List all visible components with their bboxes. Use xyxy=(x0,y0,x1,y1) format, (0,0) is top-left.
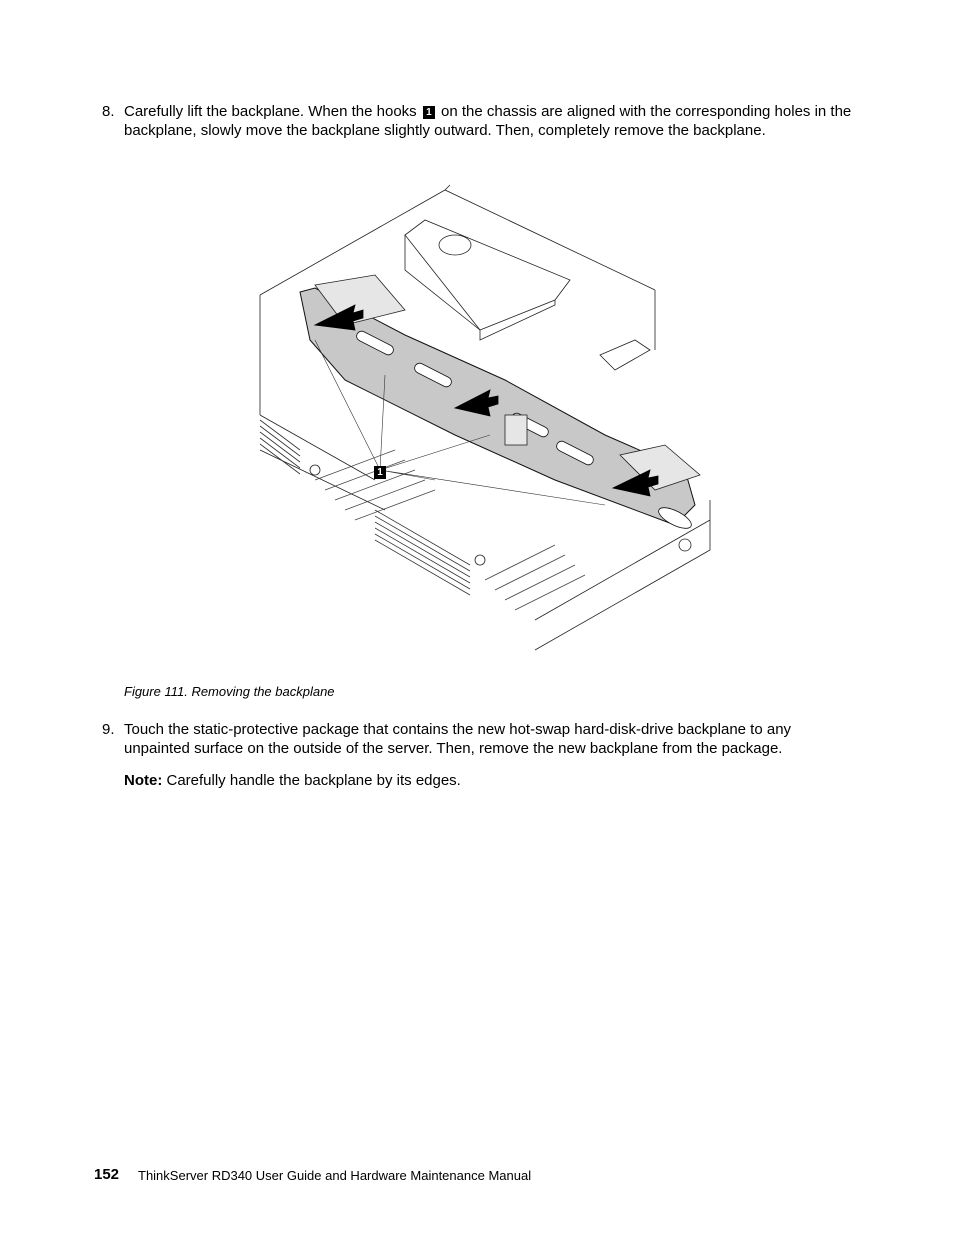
note-text: Carefully handle the backplane by its edges. xyxy=(166,772,461,789)
note-label: Note: xyxy=(124,772,163,789)
step-8-number: 8. xyxy=(102,103,115,120)
step-8-text-after: on the chassis are aligned with the corresponding holes in the backplane, slowly move the backplane slightly outward. Then, completely remove the backplane. xyxy=(124,103,852,139)
step-8-text-before: Carefully lift the backplane. When the hooks xyxy=(124,103,417,120)
figure-callout-1: 1 xyxy=(374,466,386,479)
callout-1-inline: 1 xyxy=(423,106,435,119)
backplane-removal-illustration xyxy=(255,180,715,660)
footer-title: ThinkServer RD340 User Guide and Hardware Maintenance Manual xyxy=(138,1168,532,1183)
step-9-text: Touch the static-protective package that contains the new hot-swap hard-disk-drive backplane to any unpainted surface on the outside of the server. Then, remove the new backplane from the package. xyxy=(124,721,792,757)
step-9-number: 9. xyxy=(102,721,115,738)
page-number: 152 xyxy=(94,1166,120,1183)
step-8-text xyxy=(124,102,864,140)
note xyxy=(124,772,461,789)
figure-caption: Figure 111. Removing the backplane xyxy=(124,684,335,699)
